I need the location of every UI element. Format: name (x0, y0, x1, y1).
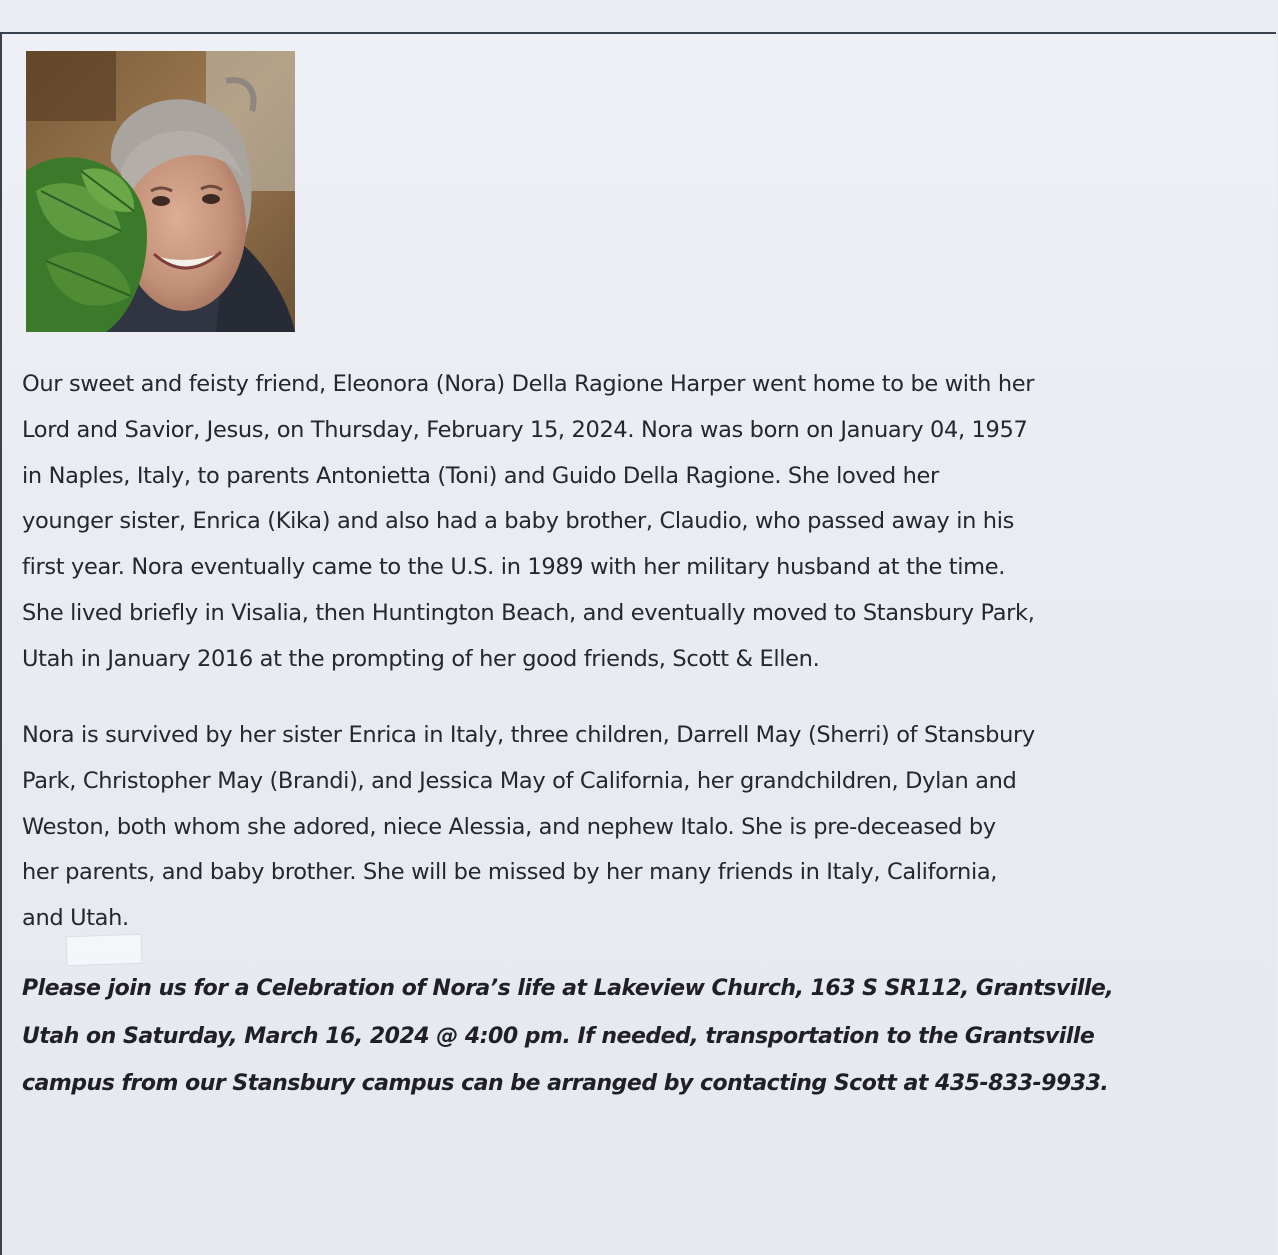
celebration-invitation (22, 965, 1113, 1108)
tape-strip (65, 934, 142, 967)
text-line: first year. Nora eventually came to the U.S. in 1989 with her military husband at the time. (22, 554, 1005, 581)
text-line: She lived briefly in Visalia, then Huntington Beach, and eventually moved to Stansbury Park, (22, 599, 1035, 626)
text-line: Please join us for a Celebration of Nora’s life at Lakeview Church, 163 S SR112, Grantsville, (22, 976, 1114, 1001)
text-line: her parents, and baby brother. She will be missed by her many friends in Italy, California, (22, 859, 998, 886)
text-line: Weston, both whom she adored, niece Alessia, and nephew Italo. She is pre-deceased by (22, 813, 996, 840)
text-line: Utah on Saturday, March 16, 2024 @ 4:00 pm. If needed, transportation to the Grantsville (22, 1023, 1095, 1049)
text-line: younger sister, Enrica (Kika) and also had a baby brother, Claudio, who passed away in his (22, 508, 1014, 535)
text-line: campus from our Stansbury campus can be arranged by contacting Scott at 435-833-9933. (22, 1071, 1109, 1096)
obituary-paragraph-2 (22, 713, 1035, 942)
text-line: and Utah. (22, 905, 129, 932)
text-line: Lord and Savior, Jesus, on Thursday, February 15, 2024. Nora was born on January 04, 1957 (22, 416, 1028, 443)
text-line: in Naples, Italy, to parents Antonietta (Toni) and Guido Della Ragione. She loved her (22, 462, 939, 489)
text-line: Utah in January 2016 at the prompting of her good friends, Scott & Ellen. (22, 645, 820, 672)
obituary-sheet (0, 32, 1276, 1255)
text-line: Park, Christopher May (Brandi), and Jessica May of California, her grandchildren, Dylan and (22, 767, 1017, 794)
portrait-photo-icon (26, 51, 295, 332)
text-line: Our sweet and feisty friend, Eleonora (Nora) Della Ragione Harper went home to be with her (22, 371, 1035, 397)
obituary-paragraph-1 (22, 362, 1035, 683)
text-line: Nora is survived by her sister Enrica in Italy, three children, Darrell May (Sherri) of Stansbury (22, 722, 1035, 748)
